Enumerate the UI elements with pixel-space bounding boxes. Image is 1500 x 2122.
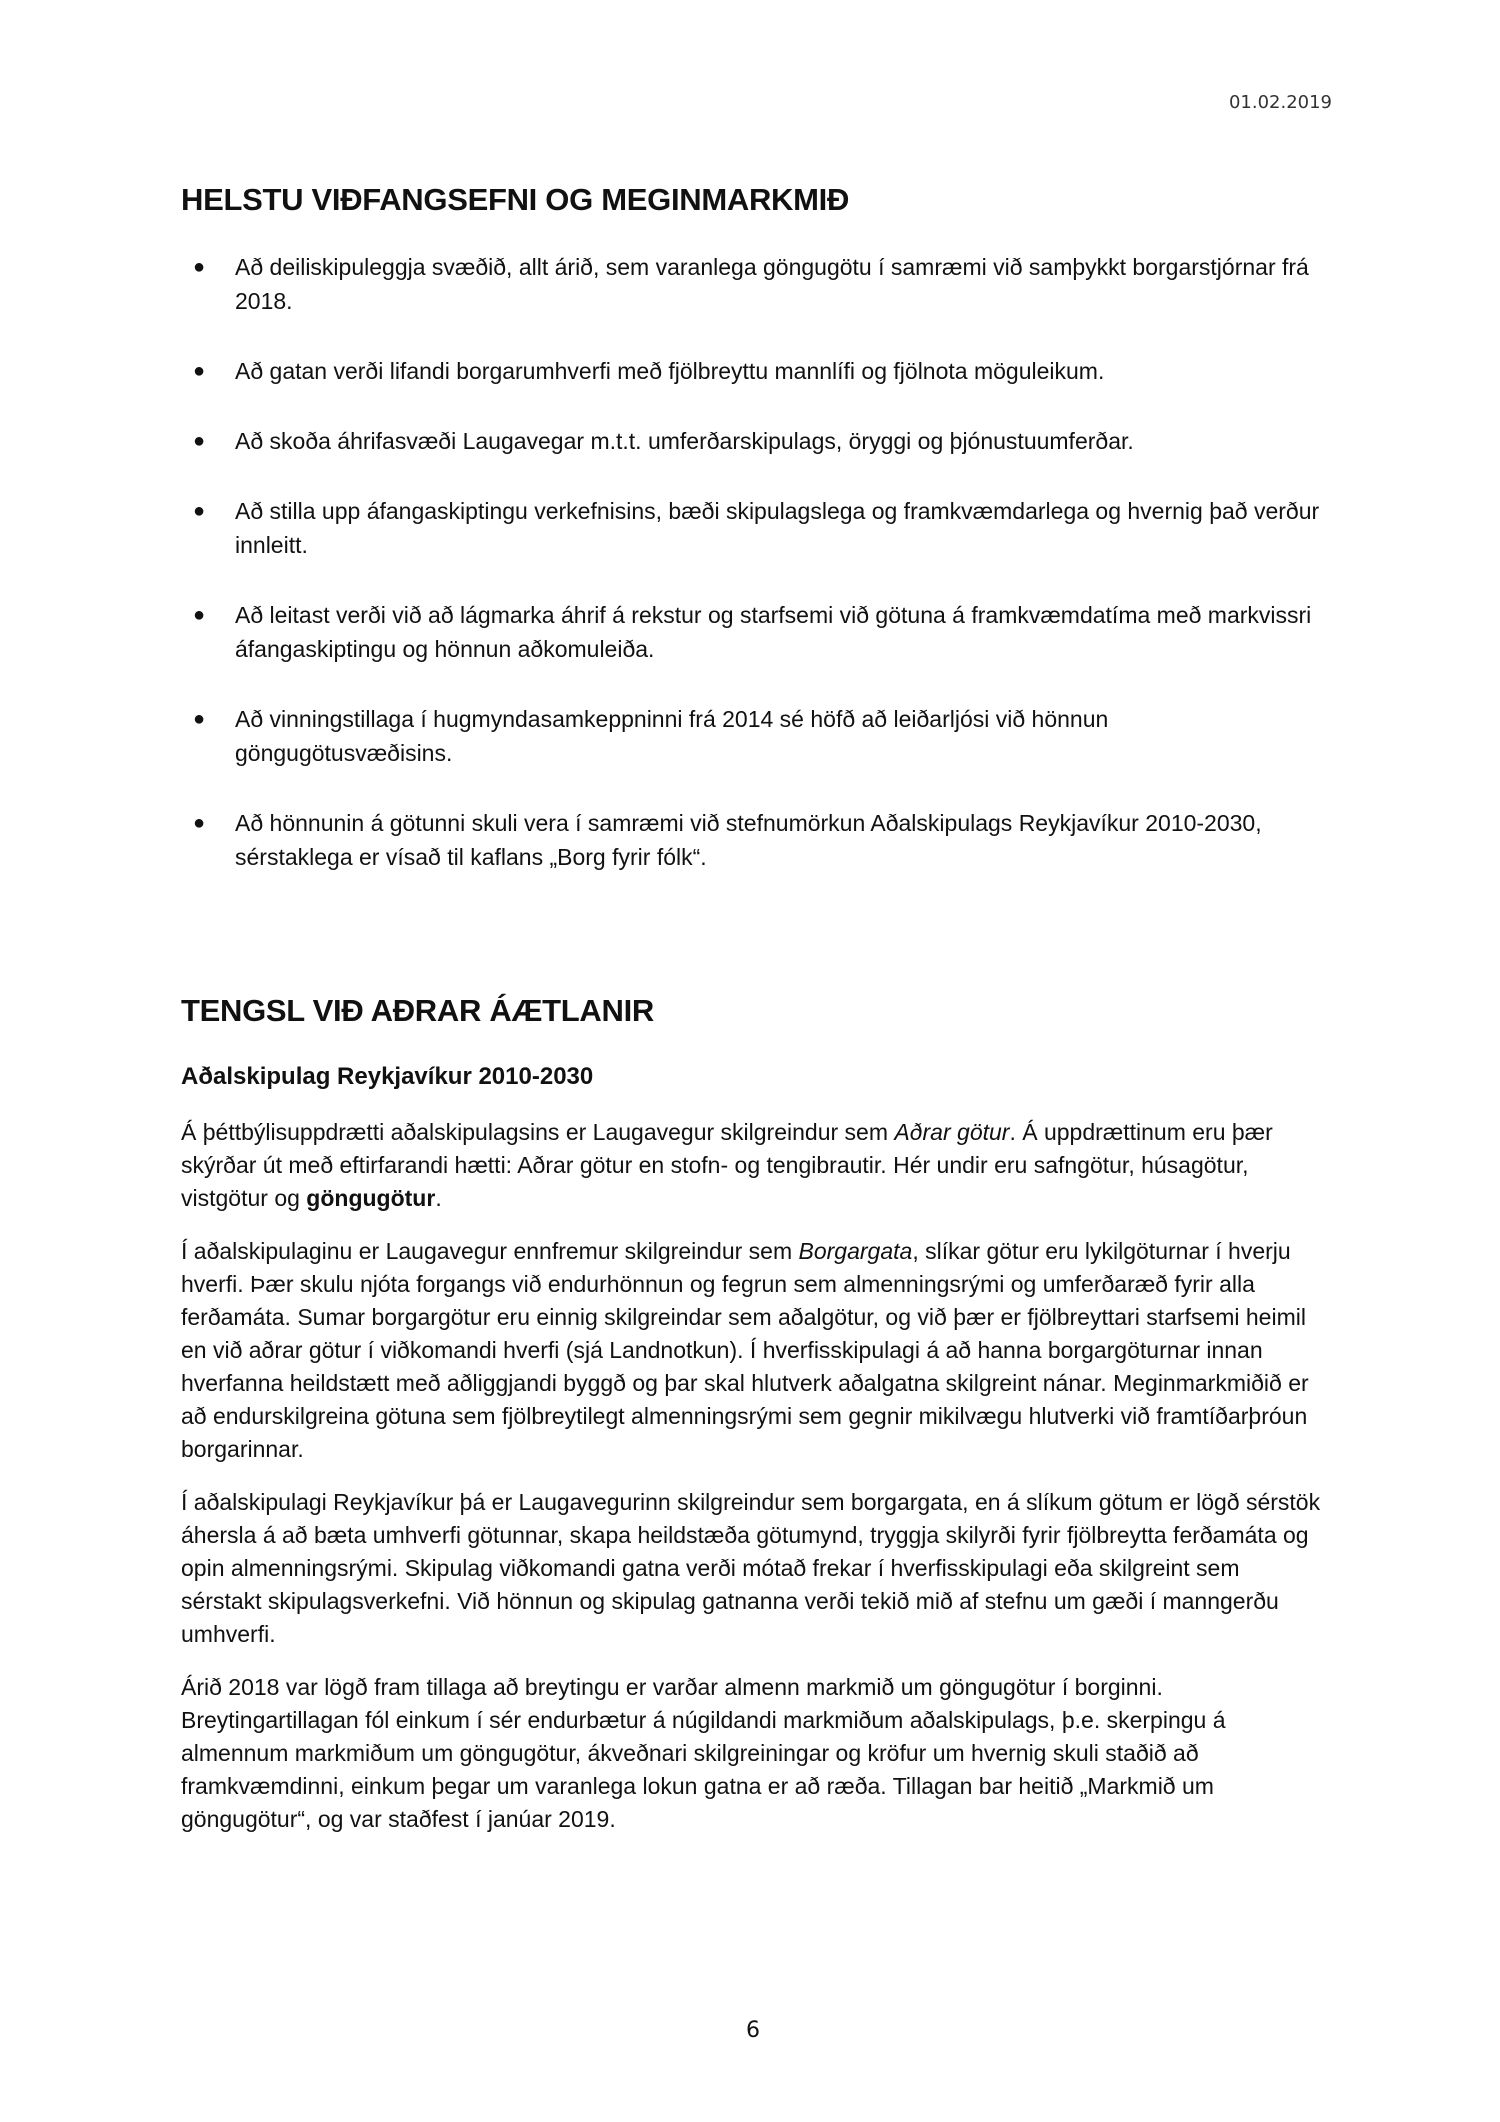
bullet-icon: ● <box>193 812 206 834</box>
list-item: ● Að leitast verði við að lágmarka áhrif á rekstur og starfsemi við götuna á framkvæmdatíma með markvissri áfangaskiptingu og hönnun aðkomuleiða. <box>181 598 1321 666</box>
list-item: ● Að deiliskipuleggja svæðið, allt árið, sem varanlega göngugötu í samræmi við samþykkt borgarstjórnar frá 2018. <box>181 250 1321 318</box>
bullet-icon: ● <box>193 604 206 626</box>
paragraph: Árið 2018 var lögð fram tillaga að breytingu er varðar almenn markmið um göngugötur í borginni. Breytingartillagan fól einkum í sér endurbætur á núgildandi markmiðum aðalskipulags, þ.e. skerpingu á almennum markmiðum um göngugötur, ákveðnari skilgreiningar og kröfur um hvernig skuli staðið að framkvæmdinni, einkum þegar um varanlega lokun gatna er að ræða. Tillagan bar heitið „Markmið um göngugötur“, og var staðfest í janúar 2019. <box>181 1674 1226 1832</box>
paragraph: Í aðalskipulaginu er Laugavegur ennfremur skilgreindur sem Borgargata, slíkar götur eru lykilgöturnar í hverju hverfi. Þær skulu njóta forgangs við endurhönnun og fegrun sem almenningsrými og umferðaræð fyrir alla ferðamáta. Sumar borgargötur eru einnig skilgreindar sem aðalgötur, og við þær er fjölbreyttari starfsemi heimil en við aðrar götur í viðkomandi hverfi (sjá Landnotkun). Í hverfisskipulagi á að hanna borgargöturnar innan hverfanna heildstætt með aðliggjandi byggð og þar skal hlutverk aðalgatna skilgreint nánar. Meginmarkmiðið er að endurskilgreina götuna sem fjölbreytilegt almenningsrými sem gegnir mikilvægu hlutverki við framtíðarþróun borgarinnar. <box>181 1238 1309 1462</box>
bullet-icon: ● <box>193 430 206 452</box>
list-item: ● Að stilla upp áfangaskiptingu verkefnisins, bæði skipulagslega og framkvæmdarlega og hvernig það verður innleitt. <box>181 494 1321 562</box>
page-content <box>181 180 1321 1832</box>
bullet-icon: ● <box>193 500 206 522</box>
goals-list <box>181 250 1321 874</box>
list-item: ● Að skoða áhrifasvæði Laugavegar m.t.t. umferðarskipulags, öryggi og þjónustuumferðar. <box>181 424 1321 458</box>
subheading-master-plan: Aðalskipulag Reykjavíkur 2010-2030 <box>181 1063 594 1090</box>
page-number: 6 <box>746 2018 760 2043</box>
paragraph: Á þéttbýlisuppdrætti aðalskipulagsins er Laugavegur skilgreindur sem Aðrar götur. Á uppdrættinum eru þær skýrðar út með eftirfarandi hætti: Aðrar götur en stofn- og tengibrautir. Hér undir eru safngötur, húsagötur, vistgötur og göngugötur. <box>181 1119 1273 1211</box>
list-item: ● Að vinningstillaga í hugmyndasamkeppninni frá 2014 sé höfð að leiðarljósi við hönnun göngugötusvæðisins. <box>181 702 1321 770</box>
related-plans-section <box>181 1060 1321 1856</box>
bullet-icon: ● <box>193 360 206 382</box>
header-date: 01.02.2019 <box>1228 92 1332 113</box>
paragraph: Í aðalskipulagi Reykjavíkur þá er Laugavegurinn skilgreindur sem borgargata, en á slíkum götum er lögð sérstök áhersla á að bæta umhverfi götunnar, skapa heildstæða götumynd, tryggja skilyrði fyrir fjölbreytta ferðamáta og opin almenningsrými. Skipulag viðkomandi gatna verði mótað frekar í hverfisskipulagi eða skilgreint sem sérstakt skipulagsverkefni. Við hönnun og skipulag gatnanna verði tekið mið af stefnu um gæði í manngerðu umhverfi. <box>181 1489 1321 1647</box>
list-item: ● Að hönnunin á götunni skuli vera í samræmi við stefnumörkun Aðalskipulags Reykjavíkur 2010-2030, sérstaklega er vísað til kaflans „Borg fyrir fólk“. <box>181 806 1321 874</box>
bullet-icon: ● <box>193 256 206 278</box>
section-heading-related-plans: TENGSL VIÐ AÐRAR ÁÆTLANIR <box>181 993 655 1028</box>
section-heading-main-goals: HELSTU VIÐFANGSEFNI OG MEGINMARKMIÐ <box>181 182 850 217</box>
list-item: ● Að gatan verði lifandi borgarumhverfi með fjölbreyttu mannlífi og fjölnota möguleikum. <box>181 354 1321 388</box>
bullet-icon: ● <box>193 708 206 730</box>
